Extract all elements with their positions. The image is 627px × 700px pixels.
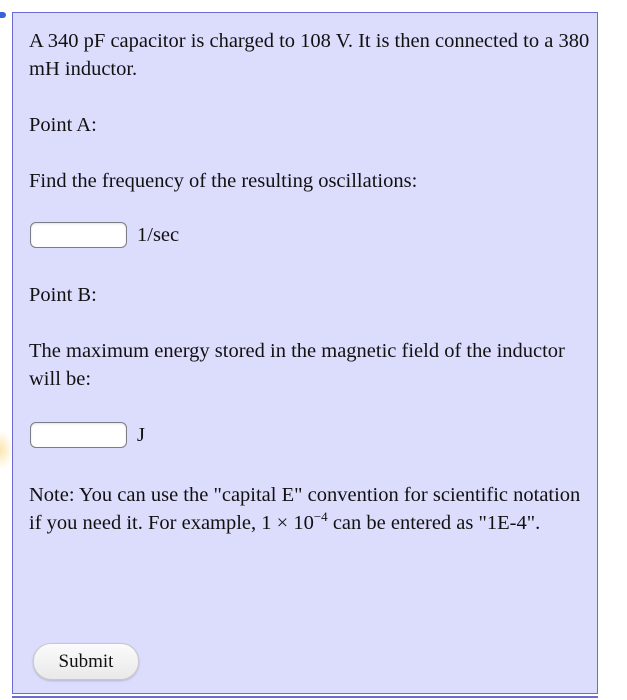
page-marker-dot [0, 12, 6, 18]
energy-input[interactable] [30, 422, 127, 448]
point-b-answer-row [30, 422, 145, 448]
note-text-after: can be entered as "1E-4". [327, 512, 541, 534]
point-b-heading: Point B: [29, 284, 97, 306]
point-b-prompt: The maximum energy stored in the magnetic field of the inductor will be: [29, 340, 565, 390]
submit-button[interactable]: Submit [33, 643, 139, 680]
point-a-answer-row [30, 222, 179, 248]
scientific-notation-note [29, 481, 591, 537]
point-a-prompt: Find the frequency of the resulting oscillations: [29, 170, 418, 192]
note-exponent: −4 [313, 509, 328, 524]
frequency-unit-label: 1/sec [137, 223, 180, 246]
question-intro: A 340 pF capacitor is charged to 108 V. It is then connected to a 380 mH inductor. [29, 30, 590, 80]
energy-unit-label: J [137, 423, 145, 446]
question-card [12, 12, 598, 694]
note-text-before: Note: You can use the "capital E" convention for scientific notation if you need it. For example, 1 × 10 [29, 484, 581, 534]
point-a-heading: Point A: [29, 114, 97, 136]
card-bottom-border [12, 696, 598, 698]
frequency-input[interactable] [30, 222, 127, 248]
